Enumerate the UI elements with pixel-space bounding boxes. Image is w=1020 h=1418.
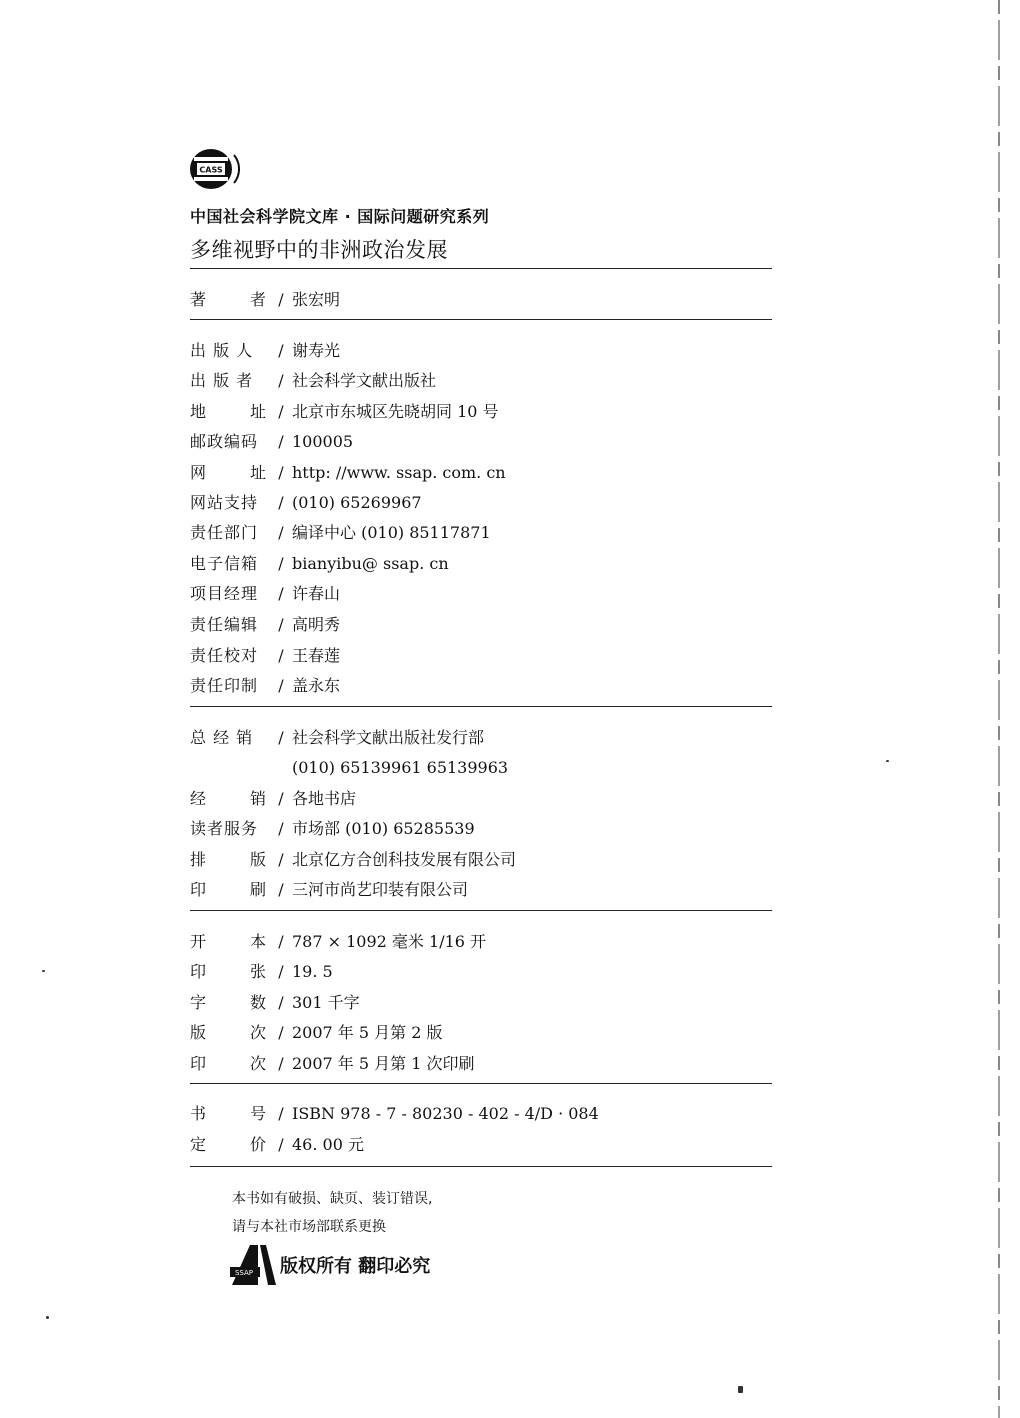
info-row: 网站支持 / (010) 65269967: [190, 493, 422, 512]
info-row: 责任校对 / 王春莲: [190, 646, 341, 665]
author-row: 著 者 / 张宏明: [190, 287, 340, 313]
ssap-logo-icon: [230, 1245, 276, 1285]
info-row: 项目经理 / 许春山: [190, 584, 341, 603]
info-row: (010) 65139961 65139963: [292, 758, 509, 777]
info-row: 出 版 者 / 社会科学文献出版社: [190, 371, 437, 390]
info-row: 印 张 / 19. 5: [190, 962, 333, 981]
damage-notice-line1: 本书如有破损、缺页、装订错误,: [232, 1191, 433, 1207]
info-row: 印 次 / 2007 年 5 月第 1 次印刷: [190, 1054, 475, 1073]
scan-edge-line: [998, 0, 1000, 1418]
info-row: 经 销 / 各地书店: [190, 789, 357, 808]
copyright-text: 版权所有 翻印必究: [280, 1256, 431, 1277]
scan-speck: [886, 760, 889, 762]
divider: [190, 706, 772, 707]
divider: [190, 1166, 772, 1167]
divider: [190, 910, 772, 911]
isbn-row: 书 号 / ISBN 978 - 7 - 80230 - 402 - 4/D · 084: [190, 1104, 599, 1123]
info-row: 总 经 销 / 社会科学文献出版社发行部: [190, 728, 485, 747]
svg-text:CASS: CASS: [199, 165, 223, 175]
info-row: 版 次 / 2007 年 5 月第 2 版: [190, 1023, 443, 1042]
info-row: 责任编辑 / 高明秀: [190, 615, 341, 634]
divider: [190, 319, 772, 320]
price-row: 定 价 / 46. 00 元: [190, 1135, 364, 1154]
info-row: 责任部门 / 编译中心 (010) 85117871: [190, 523, 491, 542]
info-row: 网 址 / http: //www. ssap. com. cn: [190, 463, 506, 482]
book-title: 多维视野中的非洲政治发展: [190, 238, 448, 262]
info-row: 邮政编码 / 100005: [190, 432, 354, 451]
info-row: 字 数 / 301 千字: [190, 993, 360, 1012]
cass-logo-icon: [188, 147, 240, 191]
info-row: 电子信箱 / bianyibu@ ssap. cn: [190, 554, 449, 573]
svg-text:SSAP: SSAP: [234, 1269, 254, 1277]
divider: [190, 1083, 772, 1084]
info-row: 地 址 / 北京市东城区先晓胡同 10 号: [190, 402, 499, 421]
info-row: 责任印制 / 盖永东: [190, 676, 341, 695]
info-row: 排 版 / 北京亿方合创科技发展有限公司: [190, 850, 517, 869]
info-row: 读者服务 / 市场部 (010) 65285539: [190, 819, 475, 838]
info-row: 开 本 / 787 × 1092 毫米 1/16 开: [190, 932, 487, 951]
series-title: 中国社会科学院文库 · 国际问题研究系列: [190, 207, 490, 226]
info-row: 印 刷 / 三河市尚艺印装有限公司: [190, 880, 469, 899]
author-label: 著 者: [190, 290, 267, 309]
author-value: 张宏明: [292, 290, 341, 309]
divider: [190, 268, 772, 269]
info-row: 出 版 人 / 谢寿光: [190, 341, 341, 360]
scan-speck: [738, 1386, 743, 1393]
copyright-notice: [230, 1245, 431, 1285]
scan-speck: [42, 970, 45, 972]
scan-speck: [46, 1316, 49, 1319]
damage-notice-line2: 请与本社市场部联系更换: [232, 1219, 386, 1235]
